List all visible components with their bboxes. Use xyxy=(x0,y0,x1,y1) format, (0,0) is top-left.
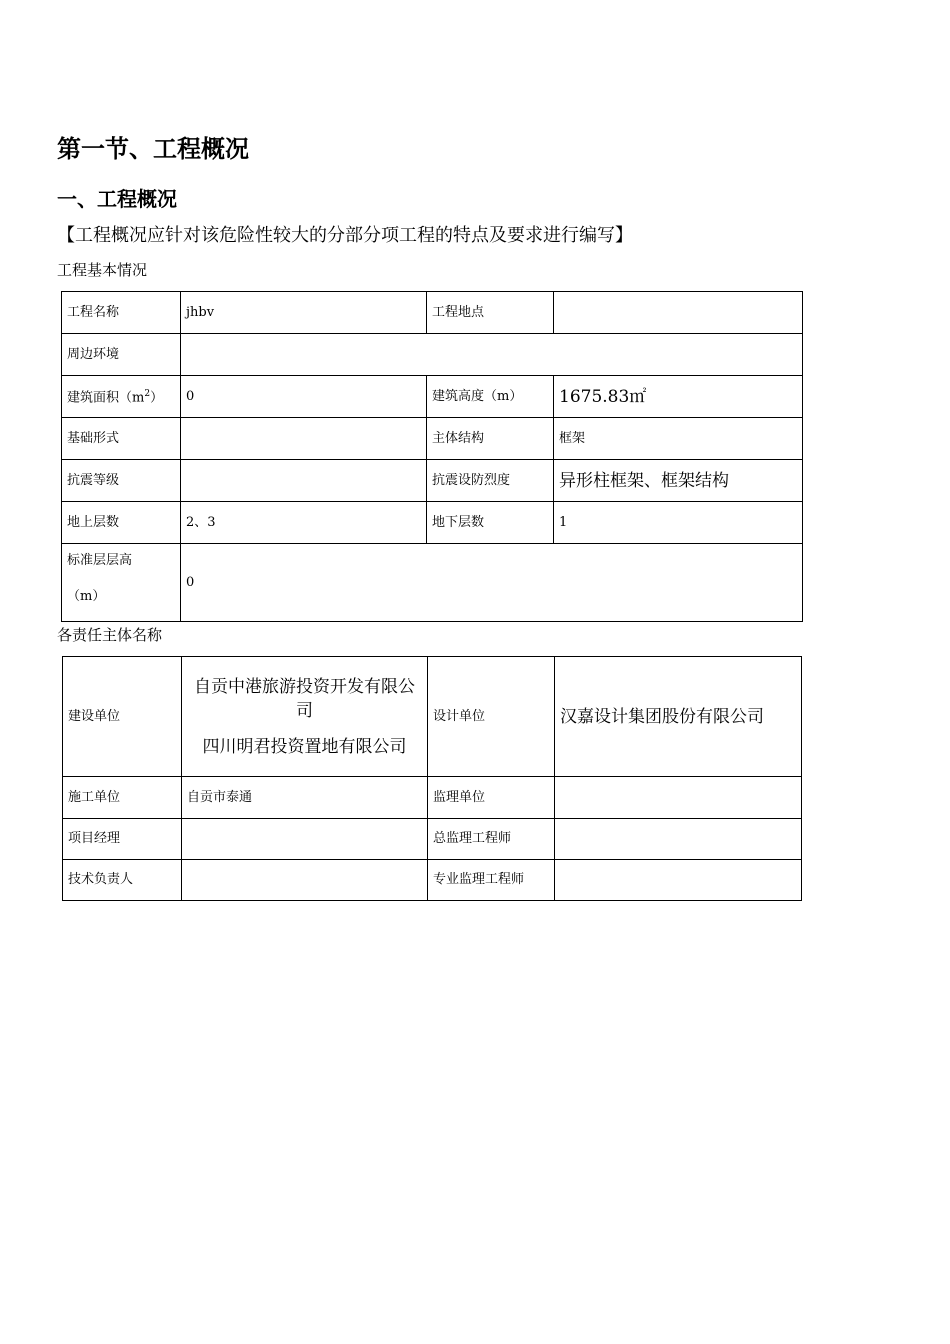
table-row xyxy=(62,334,803,376)
surroundings-label: 周边环境 xyxy=(62,334,181,376)
supervisor-value xyxy=(555,777,802,819)
area-value: 0 xyxy=(181,376,427,418)
designer-value: 汉嘉设计集团股份有限公司 xyxy=(555,657,802,777)
project-location-label: 工程地点 xyxy=(427,292,554,334)
developer-value xyxy=(182,657,428,777)
chief-supervisor-label: 总监理工程师 xyxy=(428,819,555,860)
area-label xyxy=(62,376,181,418)
contractor-label: 施工单位 xyxy=(63,777,182,819)
specialist-supervisor-label: 专业监理工程师 xyxy=(428,860,555,901)
instruction-note: 【工程概况应针对该危险性较大的分部分项工程的特点及要求进行编写】 xyxy=(57,225,633,246)
floors-above-label: 地上层数 xyxy=(62,502,181,544)
floors-below-label: 地下层数 xyxy=(427,502,554,544)
foundation-label: 基础形式 xyxy=(62,418,181,460)
contractor-value: 自贡市泰通 xyxy=(182,777,428,819)
height-label: 建筑高度（m） xyxy=(427,376,554,418)
project-name-label: 工程名称 xyxy=(62,292,181,334)
parties-label: 各责任主体名称 xyxy=(57,626,163,644)
project-name-value: jhbv xyxy=(181,292,427,334)
table-row xyxy=(62,544,803,622)
developer-label: 建设单位 xyxy=(63,657,182,777)
project-manager-value xyxy=(182,819,428,860)
basic-info-label: 工程基本情况 xyxy=(57,261,148,279)
parties-table xyxy=(62,656,802,901)
section-title: 第一节、工程概况 xyxy=(57,135,249,163)
height-value: 1675.83㎡ xyxy=(554,376,803,418)
area-label-suffix: ） xyxy=(150,390,164,406)
area-label-sup: 2 xyxy=(144,389,151,400)
project-manager-label: 项目经理 xyxy=(63,819,182,860)
table-row xyxy=(62,418,803,460)
basic-info-table xyxy=(61,291,803,622)
subsection-title: 一、工程概况 xyxy=(57,187,177,211)
designer-label: 设计单位 xyxy=(428,657,555,777)
std-floor-height-label xyxy=(62,544,181,622)
table-row xyxy=(63,819,802,860)
seismic-grade-value xyxy=(181,460,427,502)
surroundings-value xyxy=(181,334,803,376)
project-location-value xyxy=(554,292,803,334)
table-row xyxy=(62,376,803,418)
structure-value: 框架 xyxy=(554,418,803,460)
supervisor-label: 监理单位 xyxy=(428,777,555,819)
seismic-intensity-label: 抗震设防烈度 xyxy=(427,460,554,502)
developer-name-1: 自贡中港旅游投资开发有限公司 xyxy=(194,676,415,721)
chief-supervisor-value xyxy=(555,819,802,860)
table-row xyxy=(63,860,802,901)
floors-below-value: 1 xyxy=(554,502,803,544)
specialist-supervisor-value xyxy=(555,860,802,901)
table-row xyxy=(62,460,803,502)
std-floor-height-value: 0 xyxy=(181,544,803,622)
floors-above-value: 2、3 xyxy=(181,502,427,544)
std-floor-height-label-line1: 标准层层高 xyxy=(67,553,133,568)
tech-lead-label: 技术负责人 xyxy=(63,860,182,901)
foundation-value xyxy=(181,418,427,460)
tech-lead-value xyxy=(182,860,428,901)
seismic-grade-label: 抗震等级 xyxy=(62,460,181,502)
seismic-intensity-value: 异形柱框架、框架结构 xyxy=(554,460,803,502)
table-row xyxy=(62,292,803,334)
table-row xyxy=(63,777,802,819)
developer-name-2: 四川明君投资置地有限公司 xyxy=(202,736,407,757)
table-row xyxy=(62,502,803,544)
std-floor-height-label-line2: （m） xyxy=(67,589,106,604)
structure-label: 主体结构 xyxy=(427,418,554,460)
area-label-text: 建筑面积（m xyxy=(67,390,145,406)
table-row xyxy=(63,657,802,777)
